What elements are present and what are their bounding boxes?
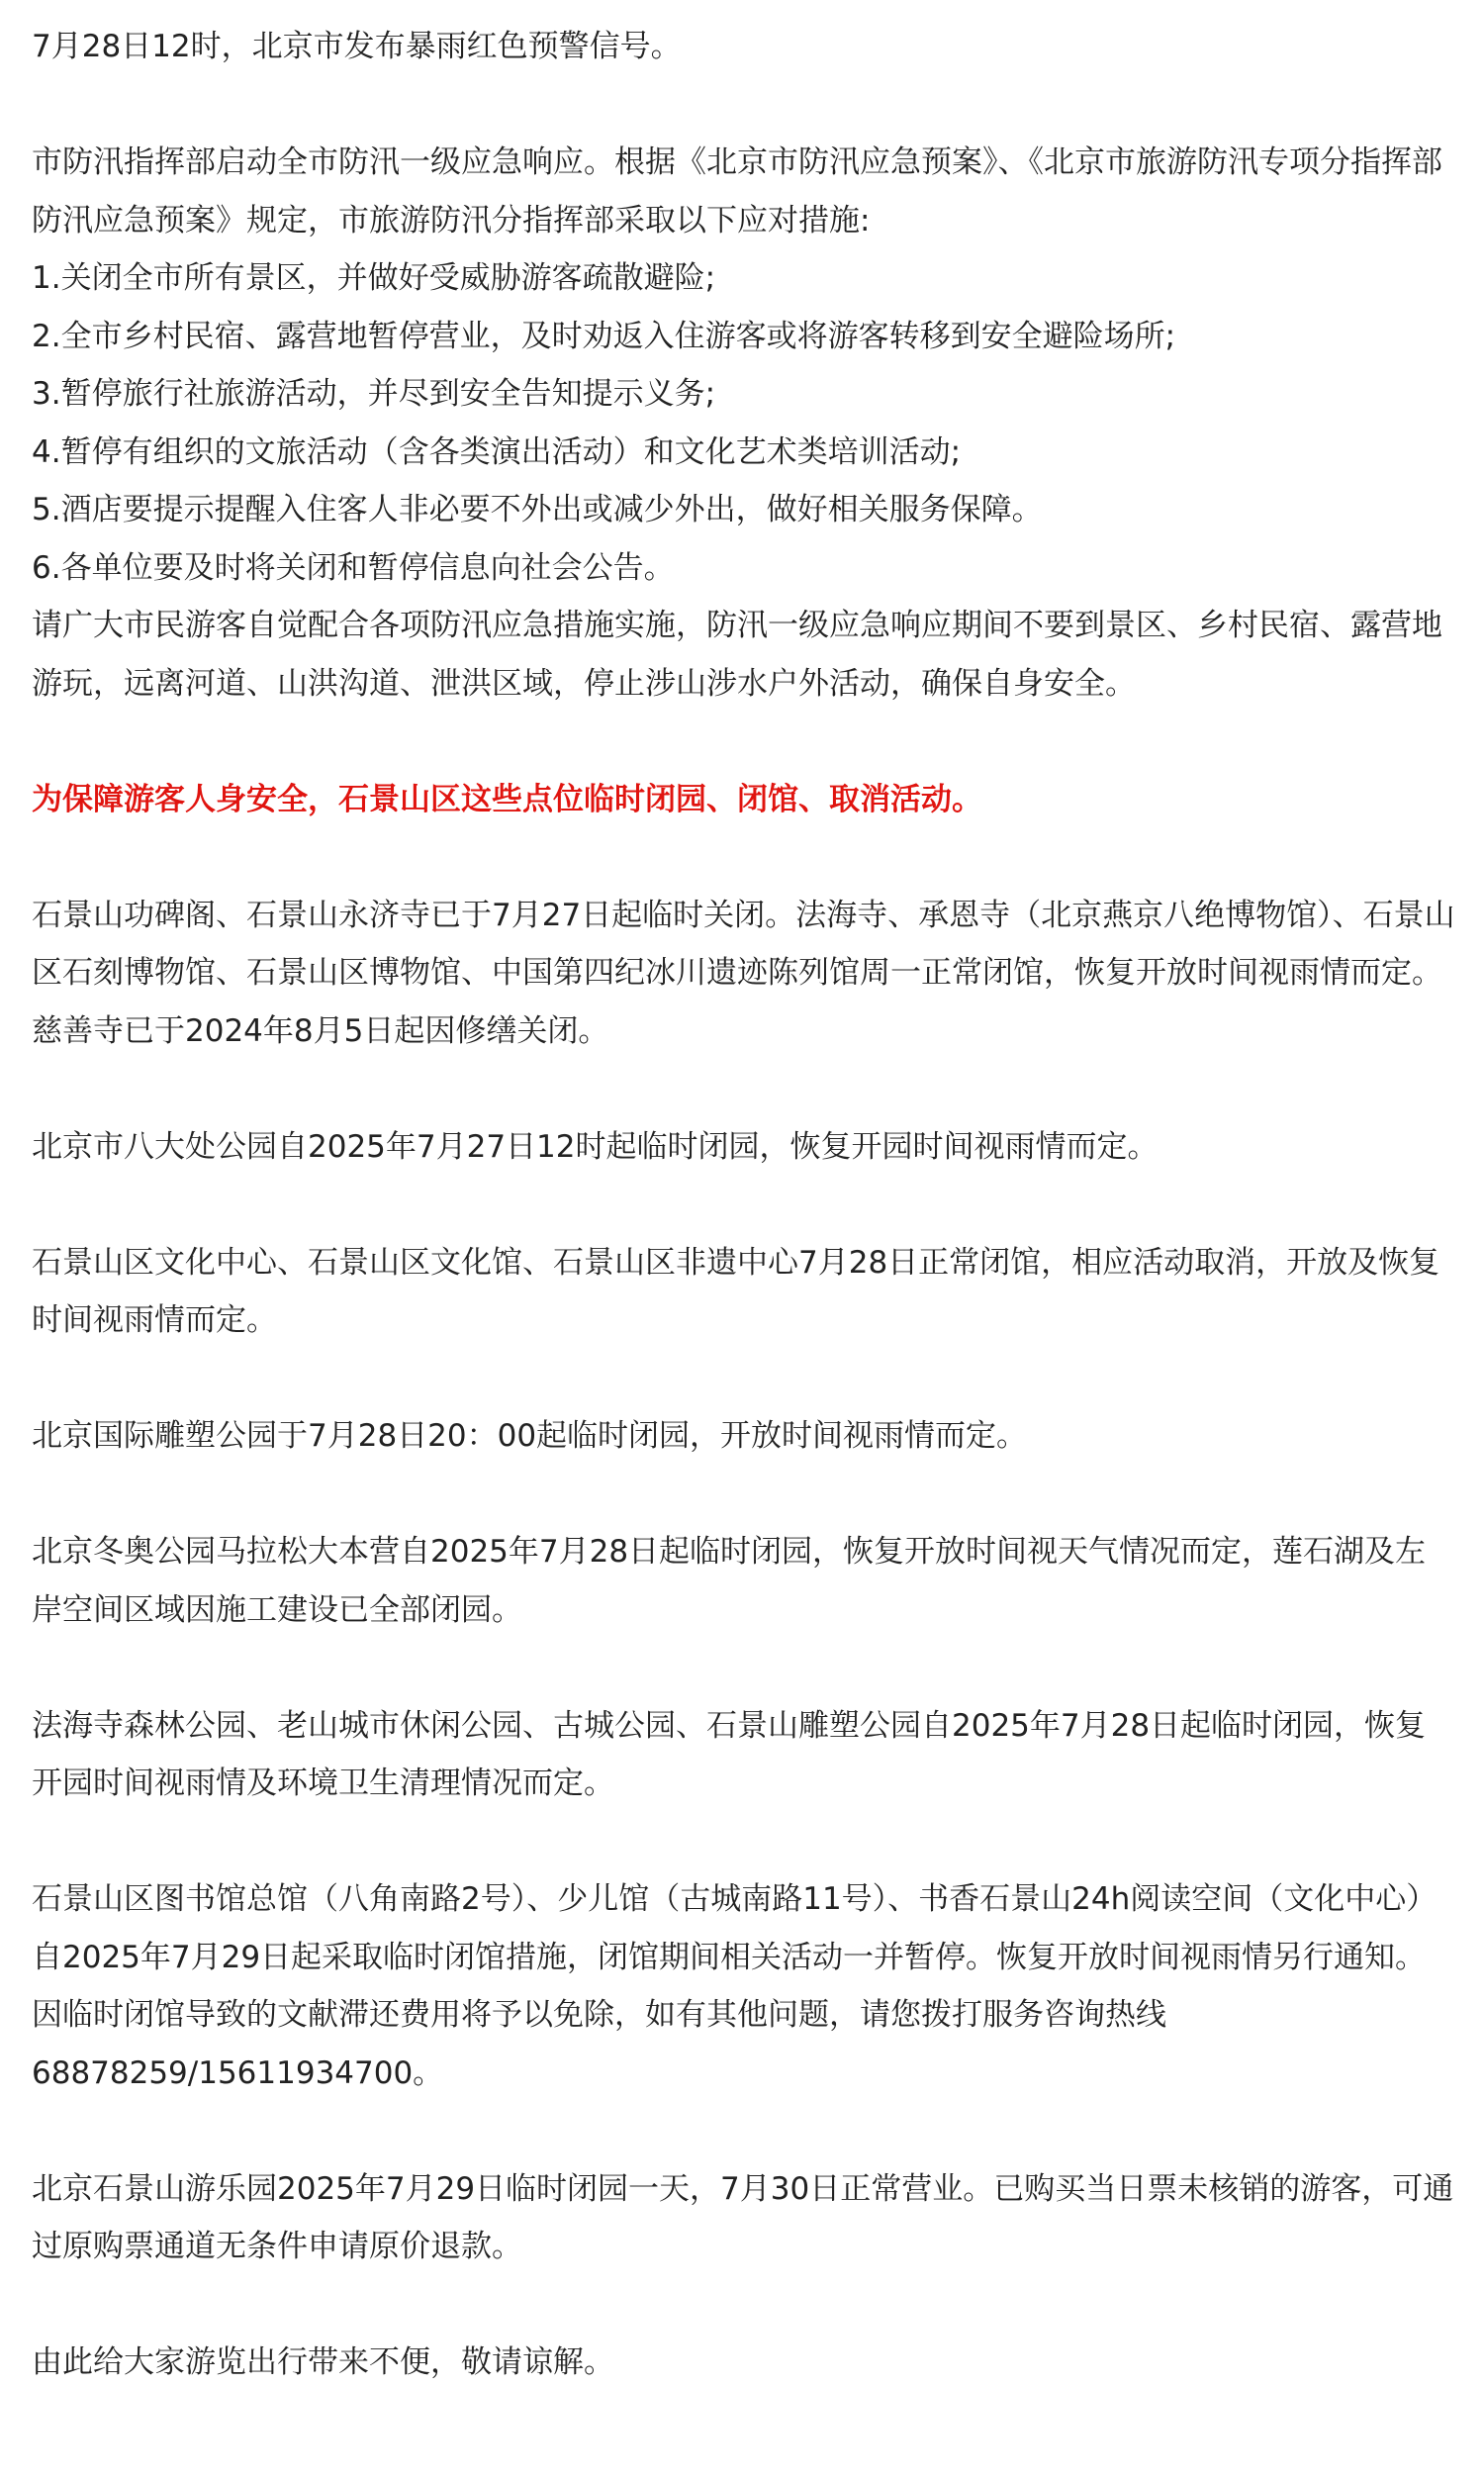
article-body <box>32 18 1456 2392</box>
paragraph-gap <box>32 1350 1456 1408</box>
closing-paragraph: 由此给大家游览出行带来不便，敬请谅解。 <box>32 2344 614 2380</box>
notice-paragraph: 北京市八大处公园自2025年7月27日12时起临时闭园，恢复开园时间视雨情而定。 <box>32 1128 1159 1165</box>
paragraph-gap <box>32 2102 1456 2160</box>
paragraph-gap <box>32 1466 1456 1524</box>
response-intro-paragraph: 市防汛指挥部启动全市防汛一级应急响应。根据《北京市防汛应急预案》、《北京市旅游防汛专项分指挥部防汛应急预案》规定，市旅游防汛分指挥部采取以下应对措施: <box>32 144 1442 239</box>
measure-item: 3.暂停旅行社旅游活动，并尽到安全告知提示义务; <box>32 376 716 412</box>
notice-paragraph: 北京国际雕塑公园于7月28日20：00起临时闭园，开放时间视雨情而定。 <box>32 1418 1028 1454</box>
paragraph-gap <box>32 1060 1456 1118</box>
measure-item: 6.各单位要及时将关闭和暂停信息向社会公告。 <box>32 549 675 586</box>
notice-paragraph: 北京冬奥公园马拉松大本营自2025年7月28日起临时闭园，恢复开放时间视天气情况而定，莲石湖及左岸空间区域因施工建设已全部闭园。 <box>32 1534 1427 1628</box>
measure-item: 2.全市乡村民宿、露营地暂停营业，及时劝返入住游客或将游客转移到安全避险场所; <box>32 318 1176 354</box>
notice-paragraph: 石景山区文化中心、石景山区文化馆、石景山区非遗中心7月28日正常闭馆，相应活动取消，开放及恢复时间视雨情而定。 <box>32 1244 1440 1338</box>
notice-paragraph: 石景山功碑阁、石景山永济寺已于7月27日起临时关闭。法海寺、承恩寺（北京燕京八绝博物馆）、石景山区石刻博物馆、石景山区博物馆、中国第四纪冰川遗迹陈列馆周一正常闭馆，恢复开放时间视雨情而定。慈善寺已于2024年8月5日起因修缮关闭。 <box>32 897 1455 1049</box>
paragraph-gap <box>32 1639 1456 1697</box>
notice-paragraph: 法海寺森林公园、老山城市休闲公园、古城公园、石景山雕塑公园自2025年7月28日起临时闭园，恢复开园时间视雨情及环境卫生清理情况而定。 <box>32 1707 1427 1801</box>
paragraph-gap <box>32 2276 1456 2335</box>
measure-item: 5.酒店要提示提醒入住客人非必要不外出或减少外出，做好相关服务保障。 <box>32 492 1043 527</box>
paragraph-gap <box>32 828 1456 887</box>
paragraph-gap <box>32 1176 1456 1234</box>
highlight-heading: 为保障游客人身安全，石景山区这些点位临时闭园、闭馆、取消活动。 <box>32 781 982 817</box>
notice-paragraph: 北京石景山游乐园2025年7月29日临时闭园一天，7月30日正常营业。已购买当日票未核销的游客，可通过原购票通道无条件申请原价退款。 <box>32 2170 1454 2264</box>
appeal-paragraph: 请广大市民游客自觉配合各项防汛应急措施实施，防汛一级应急响应期间不要到景区、乡村民宿、露营地游玩，远离河道、山洪沟道、泄洪区域，停止涉山涉水户外活动，确保自身安全。 <box>32 608 1442 702</box>
paragraph-gap <box>32 76 1456 135</box>
paragraph-gap <box>32 1813 1456 1871</box>
notice-paragraph: 石景山区图书馆总馆（八角南路2号）、少儿馆（古城南路11号）、书香石景山24h阅读空间（文化中心）自2025年7月29日起采取临时闭馆措施，闭馆期间相关活动一并暂停。恢复开放时间视雨情另行通知。因临时闭馆导致的文献滞还费用将予以免除，如有其他问题，请您拨打服务咨询热线68878259/15611934700。 <box>32 1881 1438 2091</box>
paragraph-gap <box>32 713 1456 771</box>
measure-item: 4.暂停有组织的文旅活动（含各类演出活动）和文化艺术类培训活动; <box>32 433 962 470</box>
measure-item: 1.关闭全市所有景区，并做好受威胁游客疏散避险; <box>32 260 716 296</box>
alert-paragraph: 7月28日12时，北京市发布暴雨红色预警信号。 <box>32 29 682 64</box>
